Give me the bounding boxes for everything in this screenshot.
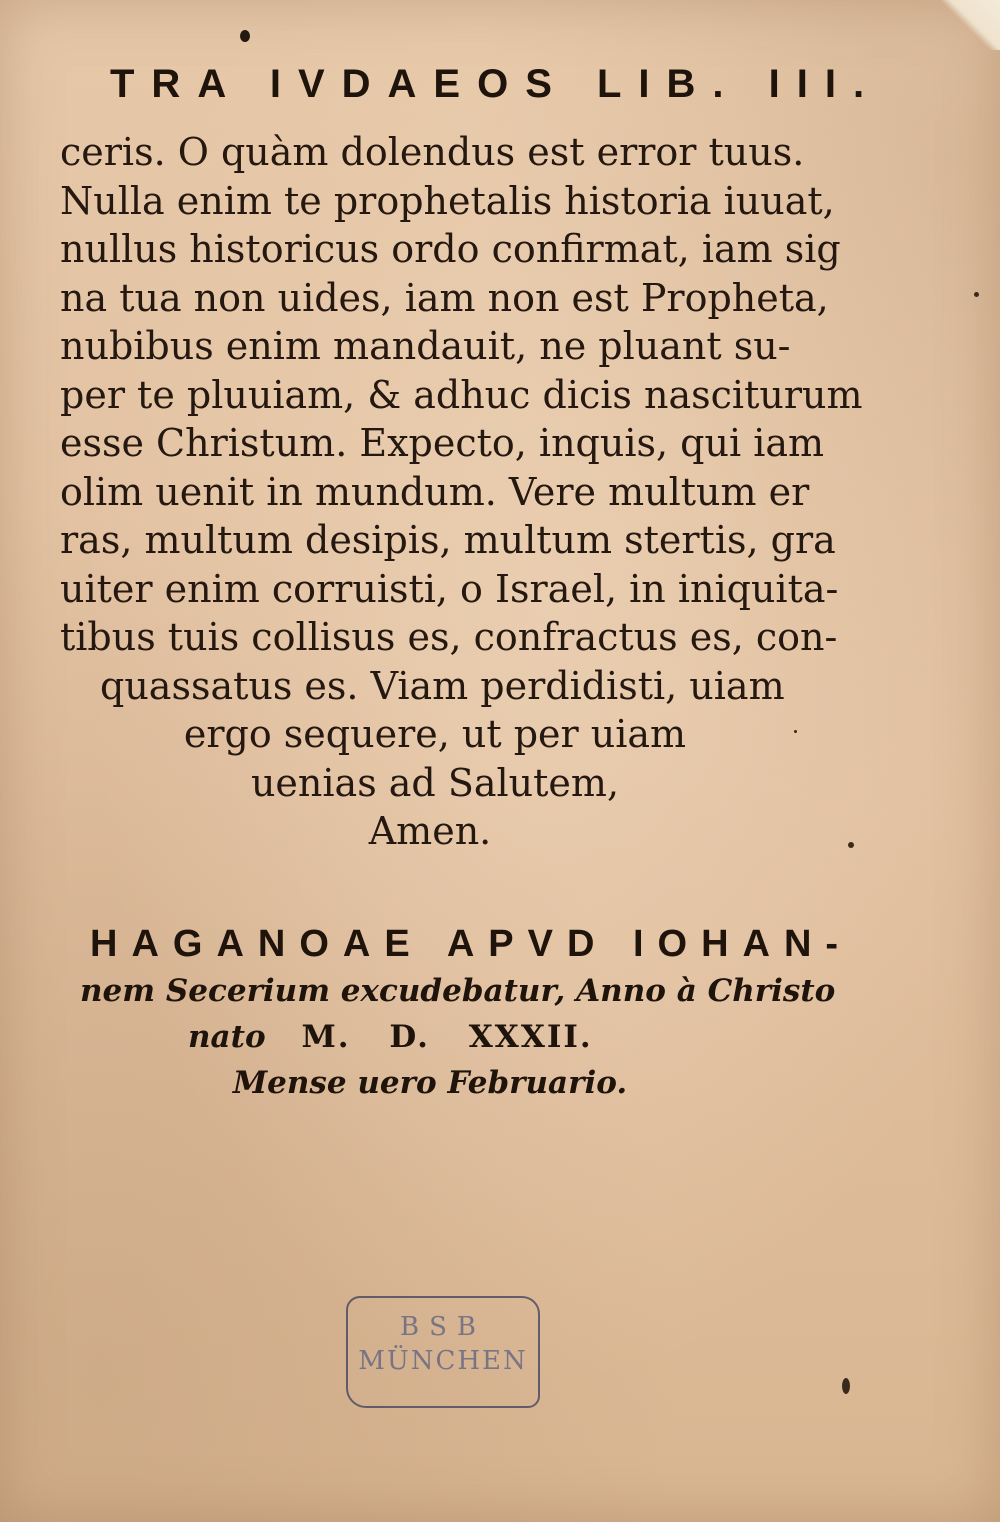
colophon-year: M. D. XXXII. <box>301 1019 593 1055</box>
colophon-line: nem Secerium excudebatur, Anno à Christo <box>80 973 836 1009</box>
colophon-date-line <box>80 1014 780 1060</box>
text-line: nullus historicus ordo confirmat, iam sig <box>60 227 841 271</box>
text-line: ras, multum desipis, multum stertis, gra <box>60 518 836 562</box>
text-line: olim uenit in mundum. Vere multum er <box>60 469 810 514</box>
body-text <box>60 128 863 856</box>
ink-speck <box>794 730 797 733</box>
colophon <box>80 920 853 1106</box>
colophon-line: HAGANOAE APVD IOHAN- <box>90 923 853 965</box>
text-line: esse Christum. Expecto, inquis, qui iam <box>60 421 825 465</box>
ink-dot <box>240 30 250 42</box>
text-line: uenias ad Salutem, <box>250 760 620 805</box>
ink-speck <box>842 1378 850 1394</box>
ink-speck <box>974 292 979 297</box>
stamp-line: BSB <box>399 1312 487 1342</box>
ink-speck <box>848 842 854 848</box>
text-line: uiter enim corruisti, o Israel, in iniquita- <box>60 566 839 611</box>
text-line: Nulla enim te prophetalis historia iuuat, <box>60 178 835 223</box>
text-line: nubibus enim mandauit, ne pluant su- <box>60 324 791 368</box>
colophon-line: Mense uero Februario. <box>232 1065 628 1101</box>
text-line: per te pluuiam, & adhuc dicis nasciturum <box>60 372 863 417</box>
library-stamp <box>346 1296 540 1408</box>
text-line: na tua non uides, iam non est Propheta, <box>60 275 829 320</box>
text-line: ergo sequere, ut per uiam <box>183 712 687 756</box>
text-line: tibus tuis collisus es, confractus es, con- <box>60 615 838 659</box>
text-line: ceris. O quàm dolendus est error tuus. <box>60 130 805 174</box>
colophon-nato: nato <box>188 1019 266 1055</box>
text-line: Amen. <box>368 809 492 853</box>
running-head: TRA IVDAEOS LIB. III. <box>110 62 882 106</box>
page-corner-tear <box>940 0 1000 50</box>
stamp-line: MÜNCHEN <box>358 1346 528 1376</box>
text-line: quassatus es. Viam perdidisti, uiam <box>100 663 785 708</box>
